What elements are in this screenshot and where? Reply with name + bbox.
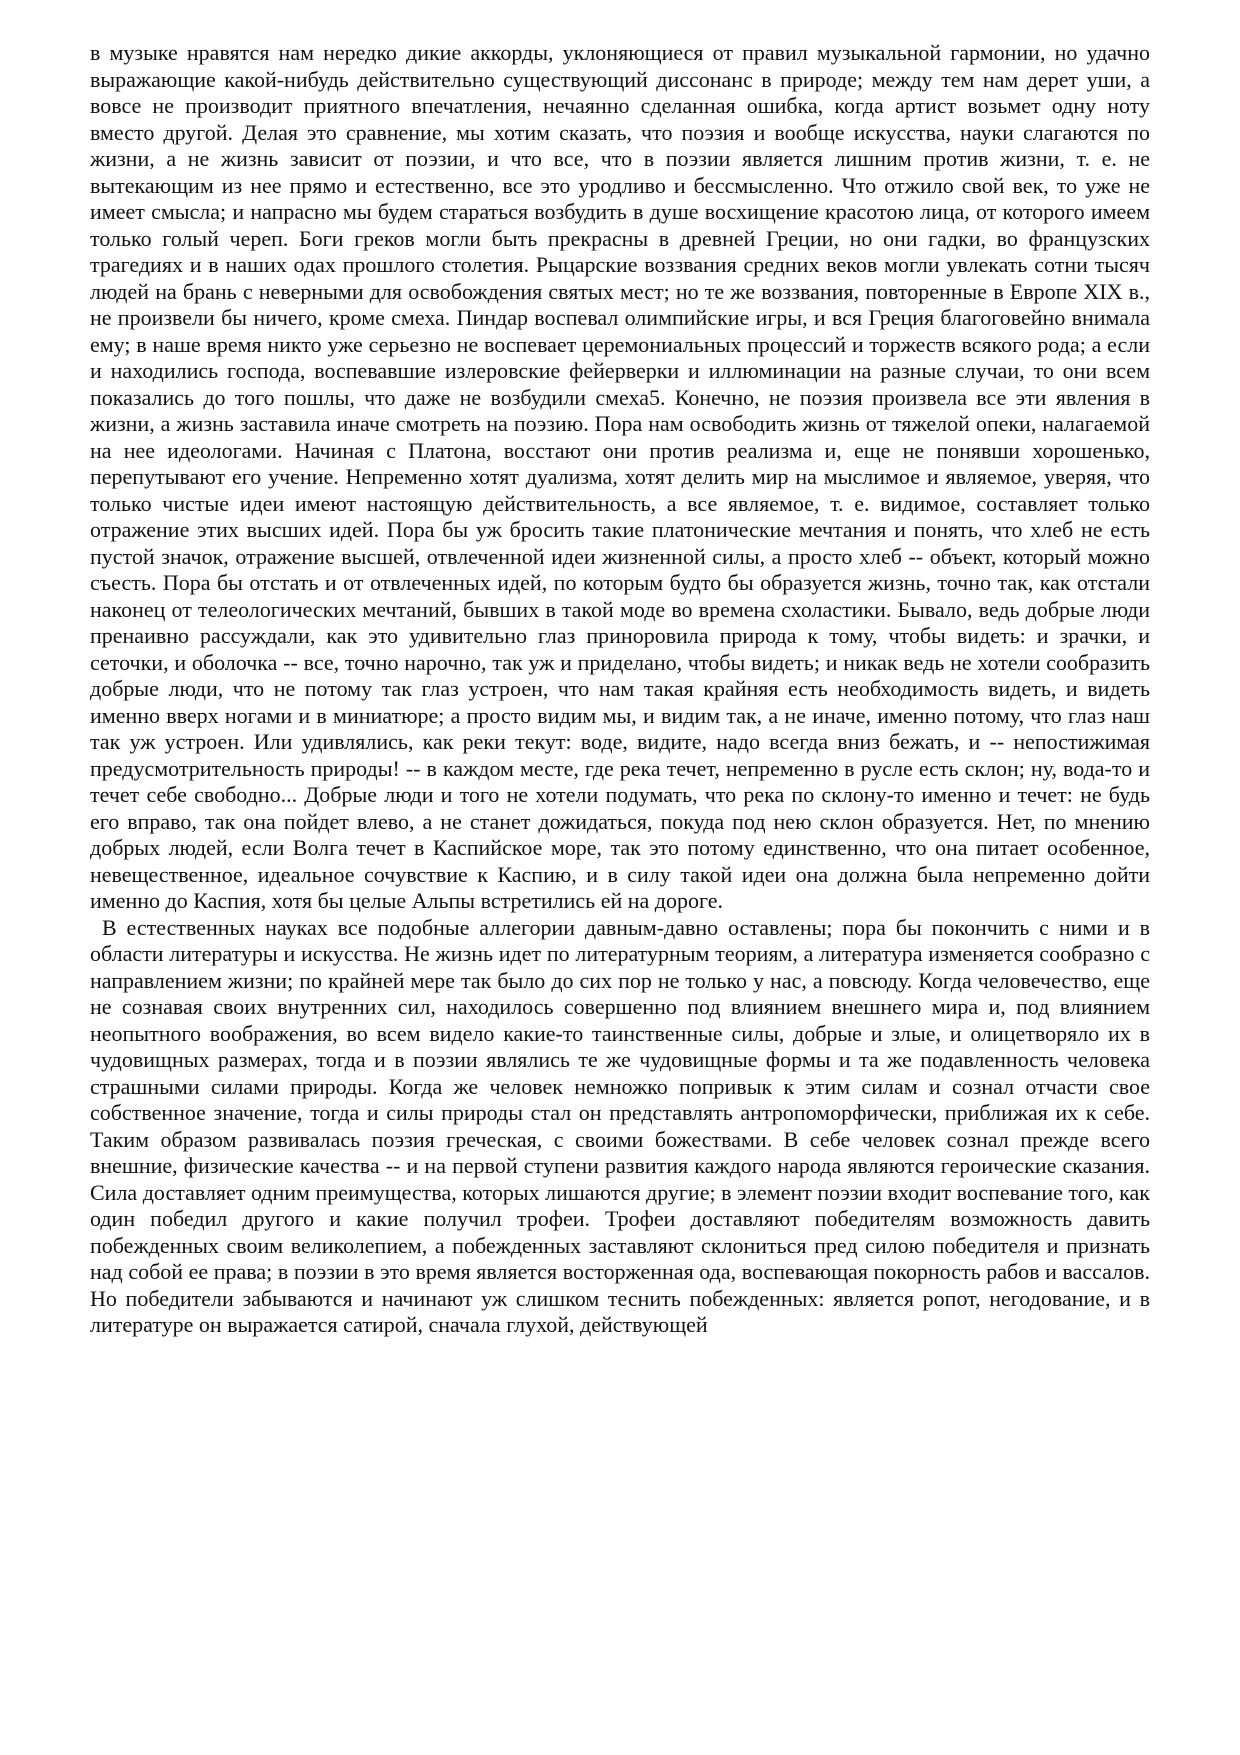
paragraph-1: в музыке нравятся нам нередко дикие аккорды, уклоняющиеся от правил музыкальной гармонии, но удачно выражающие какой-нибудь действительно существующий диссонанс в природе; между тем нам дерет уши, а вовсе не производит приятного впечатления, нечаянно сделанная ошибка, когда артист возьмет одну ноту вместо другой. Делая это сравнение, мы хотим сказать, что поэзия и вообще искусства, науки слагаются по жизни, а не жизнь зависит от поэзии, и что все, что в поэзии является лишним против жизни, т. е. не вытекающим из нее прямо и естественно, все это уродливо и бессмысленно. Что отжило свой век, то уже не имеет смысла; и напрасно мы будем стараться возбудить в душе восхищение красотою лица, от которого имеем только голый череп. Боги греков могли быть прекрасны в древней Греции, но они гадки, во французских трагедиях и в наших одах прошлого столетия. Рыцарские воззвания средних веков могли увлекать сотни тысяч людей на брань с неверными для освобождения святых мест; но те же воззвания, повторенные в Европе XIX в., не произвели бы ничего, кроме смеха. Пиндар воспевал олимпийские игры, и вся Греция благоговейно внимала ему; в наше время никто уже серьезно не воспевает церемониальных процессий и торжеств всякого рода; а если и находились господа, воспевавшие излеровские фейерверки и иллюминации на разные случаи, то они всем показались до того пошлы, что даже не возбудили смеха5. Конечно, не поэзия произвела все эти явления в жизни, а жизнь заставила иначе смотреть на поэзию. Пора нам освободить жизнь от тяжелой опеки, налагаемой на нее идеологами. Начиная с Платона, восстают они против реализма и, еще не понявши хорошенько, перепутывают его учение. Непременно хотят дуализма, хотят делить мир на мыслимое и являемое, уверяя, что только чистые идеи имеют настоящую действительность, а все являемое, т. е. видимое, составляет только отражение этих высших идей. Пора бы уж бросить такие платонические мечтания и понять, что хлеб не есть пустой значок, отражение высшей, отвлеченной идеи жизненной силы, а просто хлеб -- объект, который можно съесть. Пора бы отстать и от отвлеченных идей, по которым будто бы образуется жизнь, точно так, как отстали наконец от телеологических мечтаний, бывших в такой моде во времена схоластики. Бывало, ведь добрые люди пренаивно рассуждали, как это удивительно глаз приноровила природа к тому, чтобы видеть: и зрачки, и сеточки, и оболочка -- все, точно нарочно, так уж и приделано, чтобы видеть; и никак ведь не хотели сообразить добрые люди, что не потому так глаз устроен, что нам такая крайняя есть необходимость видеть, и видеть именно вверх ногами и в миниатюре; а просто видим мы, и видим так, а не иначе, именно потому, что глаз наш так уж устроен. Или удивлялись, как реки текут: воде, видите, надо всегда вниз бежать, и -- непостижимая предусмотрительность природы! -- в каждом месте, где река течет, непременно в русле есть склон; ну, вода-то и течет себе свободно... Добрые люди и того не хотели подумать, что река по склону-то именно и течет: не будь его вправо, так она пойдет влево, а не станет дожидаться, покуда под нею склон образуется. Нет, по мнению добрых людей, если Волга течет в Каспийское море, так это потому единственно, что она питает особенное, невещественное, идеальное сочувствие к Каспию, и в силу такой идеи она должна была непременно дойти именно до Каспия, хотя бы целые Альпы встретились ей на дороге. [90, 40, 1150, 913]
document-page [90, 40, 1150, 1730]
paragraph-2: В естественных науках все подобные аллегории давным-давно оставлены; пора бы покончить с ними и в области литературы и искусства. Не жизнь идет по литературным теориям, а литература изменяется сообразно с направлением жизни; по крайней мере так было до сих пор не только у нас, а повсюду. Когда человечество, еще не сознавая своих внутренних сил, находилось совершенно под влиянием внешнего мира и, под влиянием неопытного воображения, во всем видело какие-то таинственные силы, добрые и злые, и олицетворяло их в чудовищных размерах, тогда и в поэзии являлись те же чудовищные формы и та же подавленность человека страшными силами природы. Когда же человек немножко попривык к этим силам и сознал отчасти свое собственное значение, тогда и силы природы стал он представлять антропоморфически, приближая их к себе. Таким образом развивалась поэзия греческая, с своими божествами. В себе человек сознал прежде всего внешние, физические качества -- и на первой ступени развития каждого народа являются героические сказания. Сила доставляет одним преимущества, которых лишаются другие; в элемент поэзии входит воспевание того, как один победил другого и какие получил трофеи. Трофеи доставляют победителям возможность давить побежденных своим великолепием, а побежденных заставляют склониться пред силою победителя и признать над собой ее права; в поэзии в это время является восторженная ода, воспевающая покорность рабов и вассалов. Но победители забываются и начинают уж слишком теснить побежденных: является ропот, негодование, и в литературе он выражается сатирой, сначала глухой, действующей [90, 914, 1150, 1337]
